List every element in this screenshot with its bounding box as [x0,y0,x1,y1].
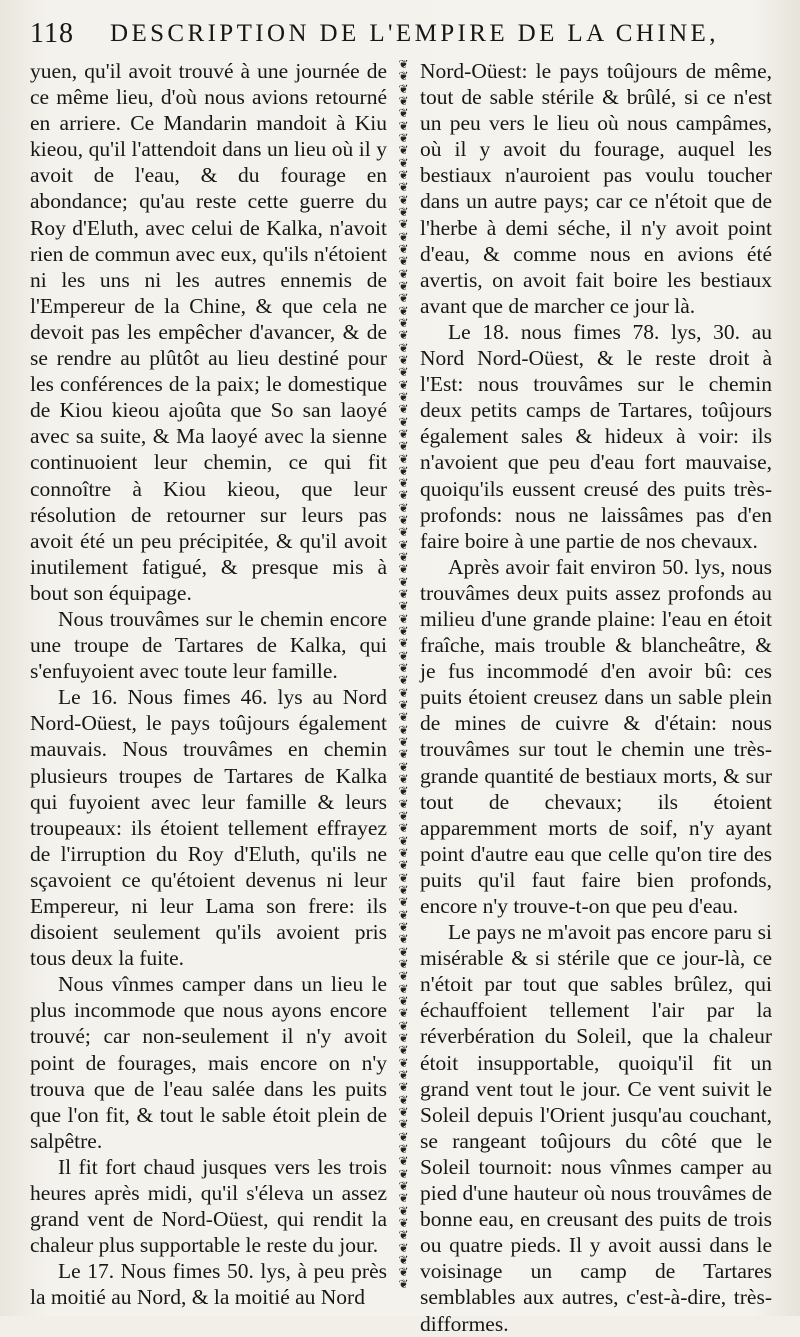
divider-ornament: ❦ [398,722,409,737]
divider-ornament: ❦ [398,488,409,503]
divider-ornament: ❦ [398,365,409,380]
divider-ornament: ❦ [398,993,409,1008]
paragraph: Il fit fort chaud jusques vers les trois heures après midi, qu'il s'éleva un assez grand vent de Nord-Oüest, qui rendit la chaleur plus supportable le reste du jour. [30,1154,387,1258]
divider-ornament: ❦ [398,69,409,84]
divider-ornament: ❦ [398,451,409,466]
divider-ornament: ❦ [398,944,409,959]
divider-ornament: ❦ [398,106,409,121]
divider-ornament: ❦ [398,303,409,318]
divider-ornament: ❦ [398,426,409,441]
divider-ornament: ❦ [398,93,409,108]
divider-ornament: ❦ [398,130,409,145]
paragraph: Le 17. Nous fimes 50. lys, à peu près la moitié au Nord, & la moitié au Nord [30,1259,387,1310]
paragraph: Le pays ne m'avoit pas encore paru si misérable & si stérile que ce jour-là, ce n'étoit par tout que sables brûlez, qui échauffoient tellement l'air par la réverbération du Soleil, que la chaleur étoit insupportable, quoiqu'il fit un grand vent tout le jour. Ce vent suivit le Soleil depuis l'Orient jusqu'au couchant, se rangeant toûjours du côté que le Soleil tournoit: nous vînmes camper au pied d'une hauteur où nous trouvâmes de bonne eau, en creusant des puits de trois ou quatre pieds. Il y avoit aussi dans le voisinage un camp de Tartares semblables aux autres, c'est-à-dire, très-difformes. [420,920,772,1336]
divider-ornament: ❦ [398,981,409,996]
divider-ornament: ❦ [398,895,409,910]
divider-ornament: ❦ [398,698,409,713]
divider-ornament: ❦ [398,1055,409,1070]
paragraph: Nord-Oüest: le pays toûjours de même, tout de sable stérile & brûlé, si ce n'est un peu vers le lieu où nous campâmes, où il y avoit du fourage, auquel les bestiaux n'auroient pas voulu toucher dans un autre pays; car ce n'étoit que de l'herbe à demi séche, il n'y avoit point d'eau, & comme nous en avions été avertis, on avoit fait boire les bestiaux avant que de marcher ce jour là. [420,59,772,318]
divider-ornament: ❦ [398,685,409,700]
paragraph: Le 16. Nous fimes 46. lys au Nord Nord-Oüest, le pays toûjours également mauvais. Nous trouvâmes en chemin plusieurs troupes de Tartares de Kalka qui fuyoient avec leur famille & leurs troupeaux: ils étoient tellement effrayez de l'irruption du Roy d'Eluth, qu'ils ne sçavoient ce qu'étoient devenus ni leur Empereur, ni leur Lama son frere: ils disoient seulement qu'ils avoient pris tous deux la fuite. [30,685,387,971]
running-head: DESCRIPTION DE L'EMPIRE DE LA CHINE, [110,20,719,47]
divider-ornament: ❦ [398,1018,409,1033]
divider-ornament: ❦ [398,167,409,182]
divider-ornament: ❦ [398,574,409,589]
divider-ornament: ❦ [398,858,409,873]
paragraph: Nous trouvâmes sur le chemin encore une troupe de Tartares de Kalka, qui s'enfuyoient avec toute leur famille. [30,606,387,684]
paragraph: Nous vînmes camper dans un lieu le plus incommode que nous ayons encore trouvé; car non-seulement il n'y avoit point de fourages, mais encore on n'y trouva que de l'eau salée dans les puits que l'on fit, & tout le sable étoit plein de salpêtre. [30,972,387,1153]
divider-ornament: ❦ [398,1030,409,1045]
divider-ornament: ❦ [398,833,409,848]
divider-ornament: ❦ [398,204,409,219]
divider-ornament: ❦ [398,1203,409,1218]
divider-ornament: ❦ [398,772,409,787]
divider-ornament: ❦ [398,796,409,811]
divider-ornament: ❦ [398,648,409,663]
divider-ornament: ❦ [398,784,409,799]
divider-ornament: ❦ [398,550,409,565]
divider-ornament: ❦ [398,1277,409,1290]
divider-ornament: ❦ [398,513,409,528]
divider-ornament: ❦ [398,1006,409,1021]
divider-ornament: ❦ [398,315,409,330]
divider-ornament: ❦ [398,624,409,639]
divider-ornament: ❦ [398,919,409,934]
divider-ornament: ❦ [398,291,409,306]
divider-ornament: ❦ [398,118,409,133]
divider-ornament: ❦ [398,710,409,725]
divider-ornament: ❦ [398,1043,409,1058]
divider-ornament: ❦ [398,821,409,836]
divider-ornament: ❦ [398,143,409,158]
divider-ornament: ❦ [398,155,409,170]
divider-ornament: ❦ [398,278,409,293]
page-number: 118 [30,18,74,49]
divider-ornament: ❦ [398,1215,409,1230]
divider-ornament: ❦ [398,735,409,750]
divider-ornament: ❦ [398,525,409,540]
divider-ornament: ❦ [398,1141,409,1156]
divider-ornament: ❦ [398,1104,409,1119]
divider-ornament: ❦ [398,870,409,885]
paragraph: Après avoir fait environ 50. lys, nous trouvâmes deux puits assez profonds au milieu d'une grande plaine: l'eau en étoit fraîche, mais trouble & blancheâtre, & je fus incommodé d'en avoir bû: ces puits étoient creusez dans un sable plein de mines de cuivre & d'étain: nous trouvâmes sur tout le chemin une très-grande quantité de bestiaux morts, & sur tout de chevaux; ils étoient apparemment morts de soif, n'y ayant point d'autre eau que celle qu'on tire des puits qu'il faut faire bien profonds, encore n'y trouve-t-on que peu d'eau. [420,554,772,918]
divider-ornament: ❦ [398,192,409,207]
divider-ornament: ❦ [398,1080,409,1095]
divider-ornament: ❦ [398,217,409,232]
divider-ornament: ❦ [398,562,409,577]
divider-ornament: ❦ [398,1092,409,1107]
divider-ornament: ❦ [398,352,409,367]
divider-ornament: ❦ [398,377,409,392]
divider-ornament: ❦ [398,1067,409,1082]
divider-ornament: ❦ [398,229,409,244]
divider-ornament: ❦ [398,599,409,614]
divider-ornament: ❦ [398,60,409,71]
divider-ornament: ❦ [398,1166,409,1181]
divider-ornament: ❦ [398,1129,409,1144]
divider-ornament: ❦ [398,611,409,626]
divider-ornament: ❦ [398,587,409,602]
divider-ornament: ❦ [398,1191,409,1206]
divider-ornament: ❦ [398,402,409,417]
paragraph: Le 18. nous fimes 78. lys, 30. au Nord Nord-Oüest, & le reste droit à l'Est: nous trouvâmes sur le chemin deux petits camps de Tartares, toûjours également sales & hideux à voir: ils n'avoient que peu d'eau fort mauvaise, quoiqu'ils eussent creusé des puits très-profonds: nous ne laissâmes pas d'en faire boire à une partie de nos chevaux. [420,319,772,553]
divider-ornament: ❦ [398,241,409,256]
divider-ornament: ❦ [398,340,409,355]
divider-ornament: ❦ [398,476,409,491]
divider-ornament: ❦ [398,1240,409,1255]
divider-ornament: ❦ [398,463,409,478]
divider-ornament: ❦ [398,673,409,688]
page-header [30,18,760,58]
divider-ornament: ❦ [398,969,409,984]
divider-ornament: ❦ [398,636,409,651]
divider-ornament: ❦ [398,907,409,922]
divider-ornament: ❦ [398,882,409,897]
divider-ornament: ❦ [398,809,409,824]
divider-ornament: ❦ [398,81,409,96]
divider-ornament: ❦ [398,180,409,195]
divider-ornament: ❦ [398,1252,409,1267]
divider-ornament: ❦ [398,328,409,343]
divider-ornament: ❦ [398,932,409,947]
divider-ornament: ❦ [398,254,409,269]
divider-ornament: ❦ [398,1117,409,1132]
divider-ornament: ❦ [398,500,409,515]
divider-ornament: ❦ [398,266,409,281]
divider-ornament: ❦ [398,747,409,762]
divider-ornament: ❦ [398,1265,409,1280]
divider-ornament: ❦ [398,661,409,676]
divider-ornament: ❦ [398,1178,409,1193]
left-column [30,58,387,1311]
divider-ornament: ❦ [398,759,409,774]
divider-ornament: ❦ [398,1228,409,1243]
divider-ornament: ❦ [398,389,409,404]
divider-ornament: ❦ [398,414,409,429]
divider-ornament: ❦ [398,537,409,552]
divider-ornament: ❦ [398,1154,409,1169]
divider-ornament: ❦ [398,439,409,454]
right-column [420,58,772,1337]
ornamental-column-divider [392,60,414,1290]
divider-ornament: ❦ [398,956,409,971]
divider-ornament: ❦ [398,846,409,860]
paragraph: yuen, qu'il avoit trouvé à une journée de ce même lieu, d'où nous avions retourné en arriere. Ce Mandarin mandoit à Kiu kieou, qu'il l'attendoit dans un lieu où il y avoit de l'eau, & du fourage en abondance; qu'au reste cette guerre du Roy d'Eluth, avec celui de Kalka, n'avoit rien de commun avec eux, qu'ils n'étoient ni les uns ni les autres ennemis de l'Empereur de la Chine, & que cela ne devoit pas les empêcher d'avancer, & de se rendre au plûtôt au lieu destiné pour les conférences de la paix; le domestique de Kiou kieou ajoûta que So san laoyé avec sa suite, & Ma laoyé avec la sienne continuoient leur chemin, ce qui fit connoître à Kiou kieou, que leur résolution de retourner sur leurs pas avoit été un peu précipitée, & qu'il avoit inutilement fatigué, & presque mis à bout son équipage. [30,59,387,605]
